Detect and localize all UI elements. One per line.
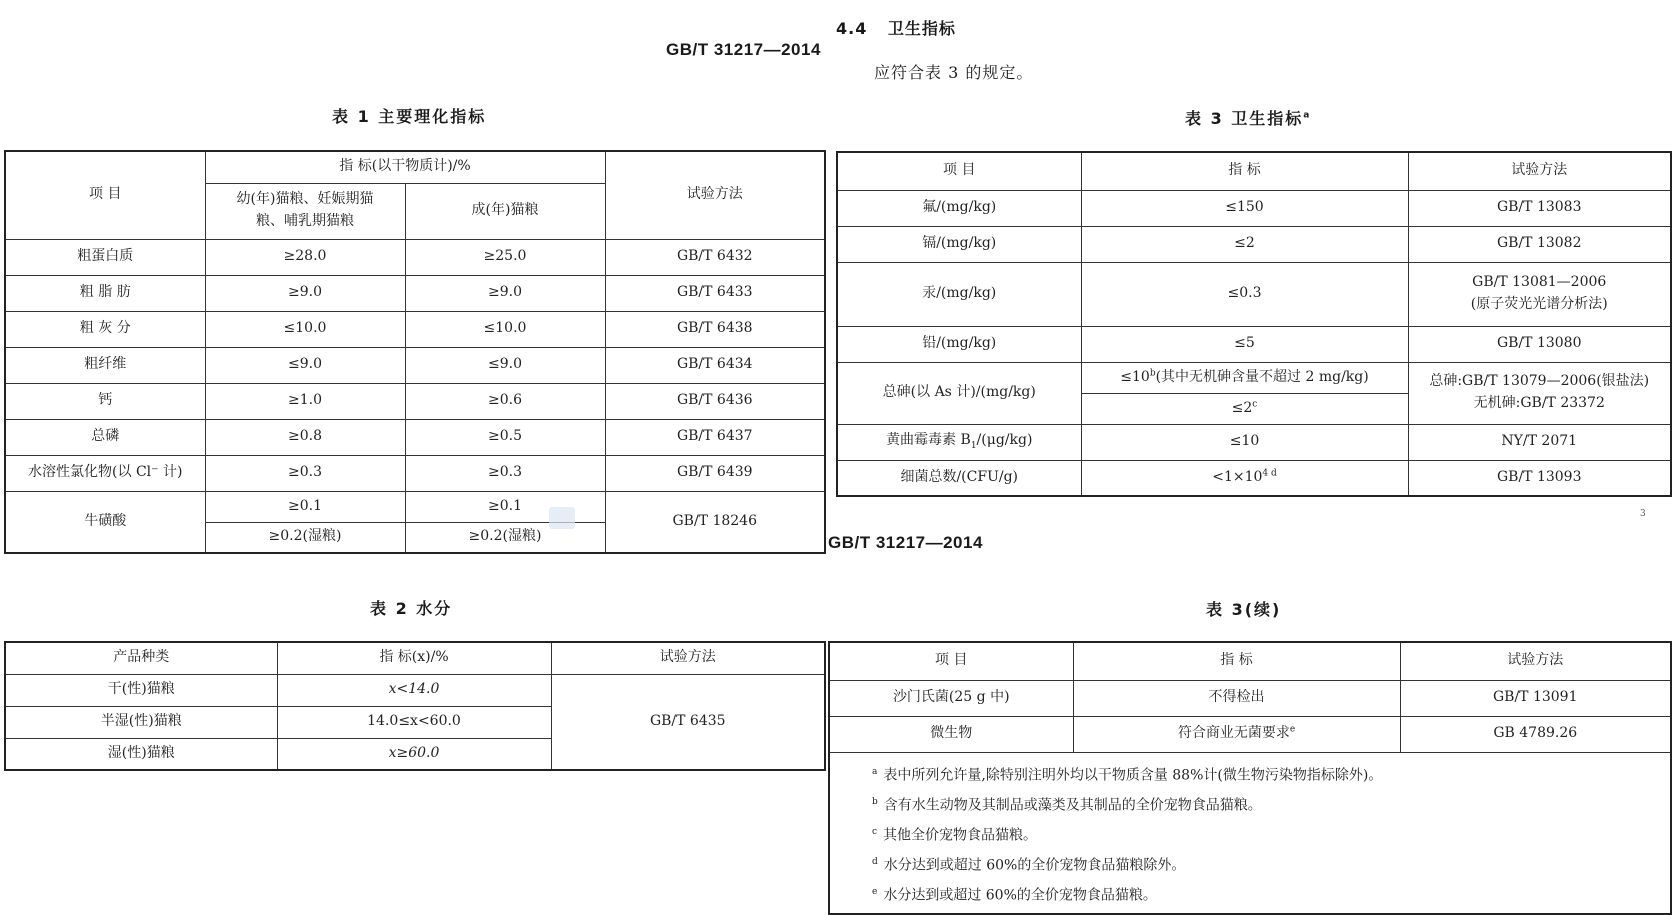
table-cell: NY/T 2071 <box>1408 424 1671 460</box>
footnote-mark: c <box>872 826 878 837</box>
table-cell: 总磷 <box>5 419 205 455</box>
footnote-text: 水分达到或超过 60%的全价宠物食品猫粮除外。 <box>883 857 1186 874</box>
table3c-header-item: 项 目 <box>829 642 1073 680</box>
table1-physicochemical <box>4 150 826 554</box>
footnote <box>872 849 1670 879</box>
table-cell <box>1081 362 1408 393</box>
footnote-mark: e <box>872 887 878 898</box>
table-cell: 不得检出 <box>1073 680 1400 716</box>
table-cell: 总砷(以 As 计)/(mg/kg) <box>837 362 1081 424</box>
table-cell: ≤10 <box>1081 424 1408 460</box>
standard-number-top: GB/T 31217—2014 <box>666 40 821 59</box>
table2-header-kind: 产品种类 <box>5 642 277 674</box>
table3-caption-text: 表 3 卫生指标 <box>1185 109 1304 128</box>
table-cell: ≥9.0 <box>405 275 605 311</box>
table-cell: GB/T 6433 <box>605 275 825 311</box>
table-cell: ≥0.2(湿粮) <box>205 522 405 553</box>
method-line: GB/T 13081—2006 <box>1472 274 1607 291</box>
table-cell: GB/T 13080 <box>1408 326 1671 362</box>
table-cell: ≤5 <box>1081 326 1408 362</box>
table-cell: GB/T 6432 <box>605 239 825 275</box>
table-cell: ≥0.1 <box>405 491 605 522</box>
watermark-stamp <box>549 507 575 529</box>
value-text: (其中无机砷含量不超过 2 mg/kg) <box>1155 368 1369 385</box>
table3-hygiene <box>836 151 1672 497</box>
table-cell <box>1408 362 1671 424</box>
table-cell: GB/T 6434 <box>605 347 825 383</box>
table3c-header-value: 指 标 <box>1073 642 1400 680</box>
table3-header-value: 指 标 <box>1081 152 1408 190</box>
method-line: (原子荧光光谱分析法) <box>1470 296 1608 312</box>
table-cell: 湿(性)猫粮 <box>5 738 277 770</box>
table-cell: GB/T 6438 <box>605 311 825 347</box>
section-text: 应符合表 3 的规定。 <box>874 63 1034 82</box>
subscript: 1 <box>970 440 977 451</box>
table1-header-young: 幼(年)猫粮、妊娠期猫粮、哺乳期猫粮 <box>205 183 405 239</box>
section-number: 4.4 <box>836 19 868 38</box>
table-cell: 粗蛋白质 <box>5 239 205 275</box>
footnote-text: 水分达到或超过 60%的全价宠物食品猫粮。 <box>883 887 1157 904</box>
table-cell <box>1408 262 1671 326</box>
footnote-mark: e <box>1289 724 1296 735</box>
table-cell: 14.0≤x<60.0 <box>277 706 551 738</box>
value-text: ≤10 <box>1120 368 1150 385</box>
table1-header-group: 指 标(以干物质计)/% <box>205 151 605 183</box>
value-text: /(μg/kg) <box>976 432 1033 449</box>
table-cell: x<14.0 <box>277 674 551 706</box>
table2-moisture <box>4 641 826 771</box>
table-cell <box>837 424 1081 460</box>
table-cell: 铅/(mg/kg) <box>837 326 1081 362</box>
table-cell: ≥0.1 <box>205 491 405 522</box>
section-heading <box>836 16 956 39</box>
table3c-header-method: 试验方法 <box>1400 642 1671 680</box>
table-cell: 微生物 <box>829 716 1073 752</box>
table3-footnotes <box>829 752 1671 914</box>
footnote-mark: b <box>1149 368 1156 378</box>
page-corner-mark: 3 <box>1640 509 1646 519</box>
table1-caption: 表 1 主要理化指标 <box>332 107 487 126</box>
table2-caption: 表 2 水分 <box>370 599 453 618</box>
table-cell <box>1073 716 1400 752</box>
table-cell: ≥28.0 <box>205 239 405 275</box>
footnote <box>872 759 1670 789</box>
table-cell: GB/T 6435 <box>551 674 825 770</box>
table-cell <box>1081 460 1408 496</box>
table-cell <box>1081 393 1408 424</box>
table-cell: ≤10.0 <box>405 311 605 347</box>
table-cell: 干(性)猫粮 <box>5 674 277 706</box>
table-cell: GB/T 13083 <box>1408 190 1671 226</box>
footnote-mark: 4 d <box>1262 468 1277 479</box>
table1-header-method: 试验方法 <box>605 151 825 239</box>
table-cell: ≥1.0 <box>205 383 405 419</box>
table-cell: 沙门氏菌(25 g 中) <box>829 680 1073 716</box>
table-cell: 镉/(mg/kg) <box>837 226 1081 262</box>
table3-header-item: 项 目 <box>837 152 1081 190</box>
table-cell: ≥0.2(湿粮) <box>405 522 605 553</box>
standard-number-mid: GB/T 31217—2014 <box>828 533 983 552</box>
footnote-mark: d <box>872 856 878 867</box>
value-text: 符合商业无菌要求 <box>1177 725 1290 742</box>
method-line: 无机砷:GB/T 23372 <box>1473 395 1605 411</box>
value-text: 黄曲霉毒素 B <box>886 432 971 449</box>
value-text: ≤2 <box>1231 399 1253 416</box>
table3-caption <box>1185 106 1311 129</box>
footnote-text: 其他全价宠物食品猫粮。 <box>883 827 1038 844</box>
table-cell: ≥0.6 <box>405 383 605 419</box>
table-cell: x≥60.0 <box>277 738 551 770</box>
table-cell: 细菌总数/(CFU/g) <box>837 460 1081 496</box>
table-cell: GB 4789.26 <box>1400 716 1671 752</box>
table-cell: ≤9.0 <box>205 347 405 383</box>
table3c-hygiene-continued <box>828 641 1672 915</box>
table-cell: GB/T 6436 <box>605 383 825 419</box>
table3-header-method: 试验方法 <box>1408 152 1671 190</box>
table-cell: GB/T 13091 <box>1400 680 1671 716</box>
table-cell: 汞/(mg/kg) <box>837 262 1081 326</box>
table-cell: 半湿(性)猫粮 <box>5 706 277 738</box>
table2-header-method: 试验方法 <box>551 642 825 674</box>
footnote <box>872 879 1670 909</box>
table1-header-adult: 成(年)猫粮 <box>405 183 605 239</box>
footnote <box>872 819 1670 849</box>
table3-caption-mark: a <box>1303 110 1312 121</box>
footnote <box>872 789 1670 819</box>
table-cell: ≤2 <box>1081 226 1408 262</box>
method-line: 总砷:GB/T 13079—2006(银盐法) <box>1429 373 1650 390</box>
table-cell: 水溶性氯化物(以 Cl⁻ 计) <box>5 455 205 491</box>
section-title: 卫生指标 <box>887 19 956 38</box>
table-cell: ≤9.0 <box>405 347 605 383</box>
table-cell: ≥25.0 <box>405 239 605 275</box>
table-cell: ≥0.8 <box>205 419 405 455</box>
footnote-mark: b <box>872 796 878 807</box>
table-cell: ≥0.3 <box>405 455 605 491</box>
table-cell: GB/T 13093 <box>1408 460 1671 496</box>
table1-header-item: 项 目 <box>5 151 205 239</box>
table-cell: 粗 脂 肪 <box>5 275 205 311</box>
table3c-caption: 表 3(续) <box>1206 600 1282 619</box>
table-cell: GB/T 6437 <box>605 419 825 455</box>
footnote-text: 表中所列允许量,除特别注明外均以干物质含量 88%计(微生物污染物指标除外)。 <box>883 767 1383 784</box>
footnote-text: 含有水生动物及其制品或藻类及其制品的全价宠物食品猫粮。 <box>883 797 1262 814</box>
table-cell: ≥0.3 <box>205 455 405 491</box>
table-cell: ≤150 <box>1081 190 1408 226</box>
table-cell: 牛磺酸 <box>5 491 205 553</box>
table-cell: GB/T 13082 <box>1408 226 1671 262</box>
table-cell: ≥9.0 <box>205 275 405 311</box>
table-cell: ≤0.3 <box>1081 262 1408 326</box>
table-cell: ≤10.0 <box>205 311 405 347</box>
value-text: <1×10 <box>1212 468 1263 485</box>
table-cell: GB/T 18246 <box>605 491 825 553</box>
table-cell: 氟/(mg/kg) <box>837 190 1081 226</box>
table-cell: GB/T 6439 <box>605 455 825 491</box>
footnote-mark: c <box>1252 399 1258 409</box>
table-cell: 粗纤维 <box>5 347 205 383</box>
table-cell: 粗 灰 分 <box>5 311 205 347</box>
table2-header-value: 指 标(x)/% <box>277 642 551 674</box>
table-cell: 钙 <box>5 383 205 419</box>
table-cell: ≥0.5 <box>405 419 605 455</box>
footnote-mark: a <box>872 766 878 777</box>
